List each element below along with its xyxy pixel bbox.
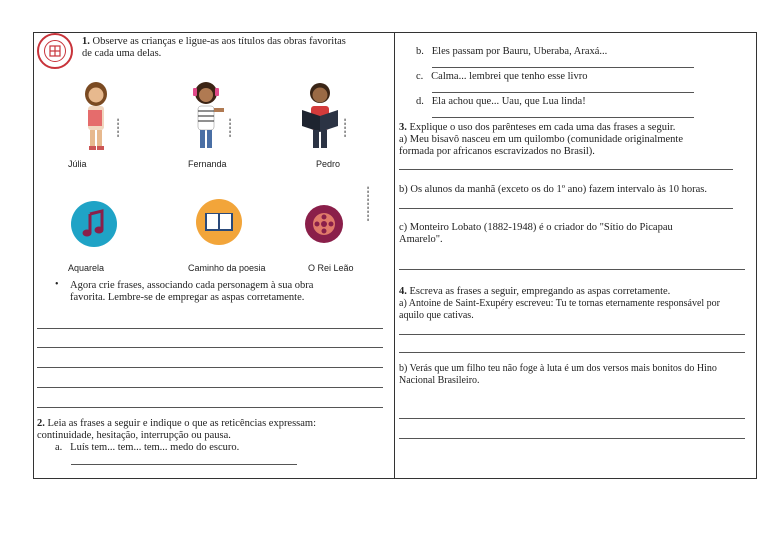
answer-line[interactable] <box>432 117 694 118</box>
q2-item-d: d. Ela achou que... Uau, que Lua linda! <box>416 96 586 107</box>
answer-line[interactable] <box>399 418 745 419</box>
book-app-icon <box>196 199 242 245</box>
column-divider <box>394 32 395 479</box>
child-name-pedro: Pedro <box>316 159 341 169</box>
answer-line[interactable] <box>432 92 694 93</box>
answer-line[interactable] <box>37 347 383 348</box>
school-logo <box>37 33 73 69</box>
q4-number: 4. <box>399 286 407 297</box>
julia-illustration <box>76 80 116 152</box>
q3-prompt-text: Explique o uso dos parênteses em cada uma das frases a seguir. <box>409 122 676 133</box>
answer-line[interactable] <box>399 208 733 209</box>
q3-c-line1: c) Monteiro Lobato (1882-1948) é o criador do "Sítio do Picapau <box>399 222 673 233</box>
answer-line[interactable] <box>71 464 297 465</box>
answer-line[interactable] <box>432 67 694 68</box>
q1-bullet-line2: favorita. Lembre-se de empregar as aspas corretamente. <box>70 292 305 303</box>
q4-prompt-text: Escreva as frases a seguir, empregando as aspas corretamente. <box>409 286 671 297</box>
answer-line[interactable] <box>37 328 383 329</box>
q3-c-line2: Amarelo". <box>399 234 443 245</box>
worksheet-frame <box>33 32 757 479</box>
q2-item-b: b. Eles passam por Bauru, Uberaba, Araxá... <box>416 46 608 57</box>
answer-line[interactable] <box>399 169 733 170</box>
julia-credit-mark: ▮▮▮▮▮ <box>116 118 120 138</box>
q4-prompt <box>399 286 670 298</box>
open-book-icon <box>196 199 242 245</box>
q3-number: 3. <box>399 122 407 133</box>
film-app-icon <box>305 205 343 243</box>
q4-a-line2: aquilo que cativas. <box>399 310 474 321</box>
q2-item-c: c. Calma... lembrei que tenho esse livro <box>416 71 588 82</box>
q1-prompt-line2: de cada uma delas. <box>82 48 162 59</box>
pedro-illustration <box>298 80 342 152</box>
q3-a-line2: formada por africanos escravizados no Brasil). <box>399 146 595 157</box>
answer-line[interactable] <box>399 334 745 335</box>
child-name-fernanda: Fernanda <box>188 159 227 169</box>
fernanda-credit-mark: ▮▮▮▮▮ <box>228 118 232 138</box>
answer-line[interactable] <box>399 269 745 270</box>
q4-b-line2: Nacional Brasileiro. <box>399 375 480 386</box>
q2-number: 2. <box>37 418 45 429</box>
pedro-credit-mark: ▮▮▮▮▮ <box>343 118 347 138</box>
work-name-o-rei-leao: O Rei Leão <box>308 263 354 273</box>
answer-line[interactable] <box>399 352 745 353</box>
q1-prompt-text: Observe as crianças e ligue-as aos títulos das obras favoritas <box>92 36 346 47</box>
q1-number: 1. <box>82 36 90 47</box>
q3-prompt <box>399 122 675 134</box>
film-reel-icon <box>305 205 343 243</box>
q3-a-line1: a) Meu bisavô nasceu em um quilombo (comunidade originalmente <box>399 134 684 145</box>
q2-prompt-line2: continuidade, hesitação, interrupção ou pausa. <box>37 430 231 441</box>
music-app-icon <box>71 201 117 247</box>
q4-a-line1: a) Antoine de Saint-Exupéry escreveu: Tu te tornas eternamente responsável por <box>399 298 721 309</box>
work-name-aquarela: Aquarela <box>68 263 105 273</box>
answer-line[interactable] <box>37 407 383 408</box>
q1-bullet-line1: Agora crie frases, associando cada personagem à sua obra <box>70 280 314 291</box>
answer-line[interactable] <box>37 367 383 368</box>
answer-line[interactable] <box>37 387 383 388</box>
q4-b-line1: b) Verás que um filho teu não foge à luta é um dos versos mais bonitos do Hino <box>399 363 717 374</box>
logo-glyph-icon <box>49 45 61 57</box>
answer-line[interactable] <box>399 438 745 439</box>
q2-prompt-text: Leia as frases a seguir e indique o que as reticências expressam: <box>47 418 317 429</box>
bullet-icon: • <box>55 279 59 290</box>
q1-prompt-line1 <box>82 36 346 48</box>
q2-prompt-line1 <box>37 418 316 430</box>
q3-b: b) Os alunos da manhã (exceto os do 1º ano) fazem intervalo às 10 horas. <box>399 184 707 195</box>
q2-item-a: a. Luís tem... tem... tem... medo do escuro. <box>55 442 240 453</box>
child-name-julia: Júlia <box>68 159 87 169</box>
work-name-caminho-da-poesia: Caminho da poesia <box>188 263 266 273</box>
music-note-icon <box>71 201 117 247</box>
logo-inner-ring <box>44 40 66 62</box>
works-credit-mark: ▮▮▮▮▮▮▮▮▮ <box>366 186 370 222</box>
fernanda-illustration <box>186 80 230 152</box>
